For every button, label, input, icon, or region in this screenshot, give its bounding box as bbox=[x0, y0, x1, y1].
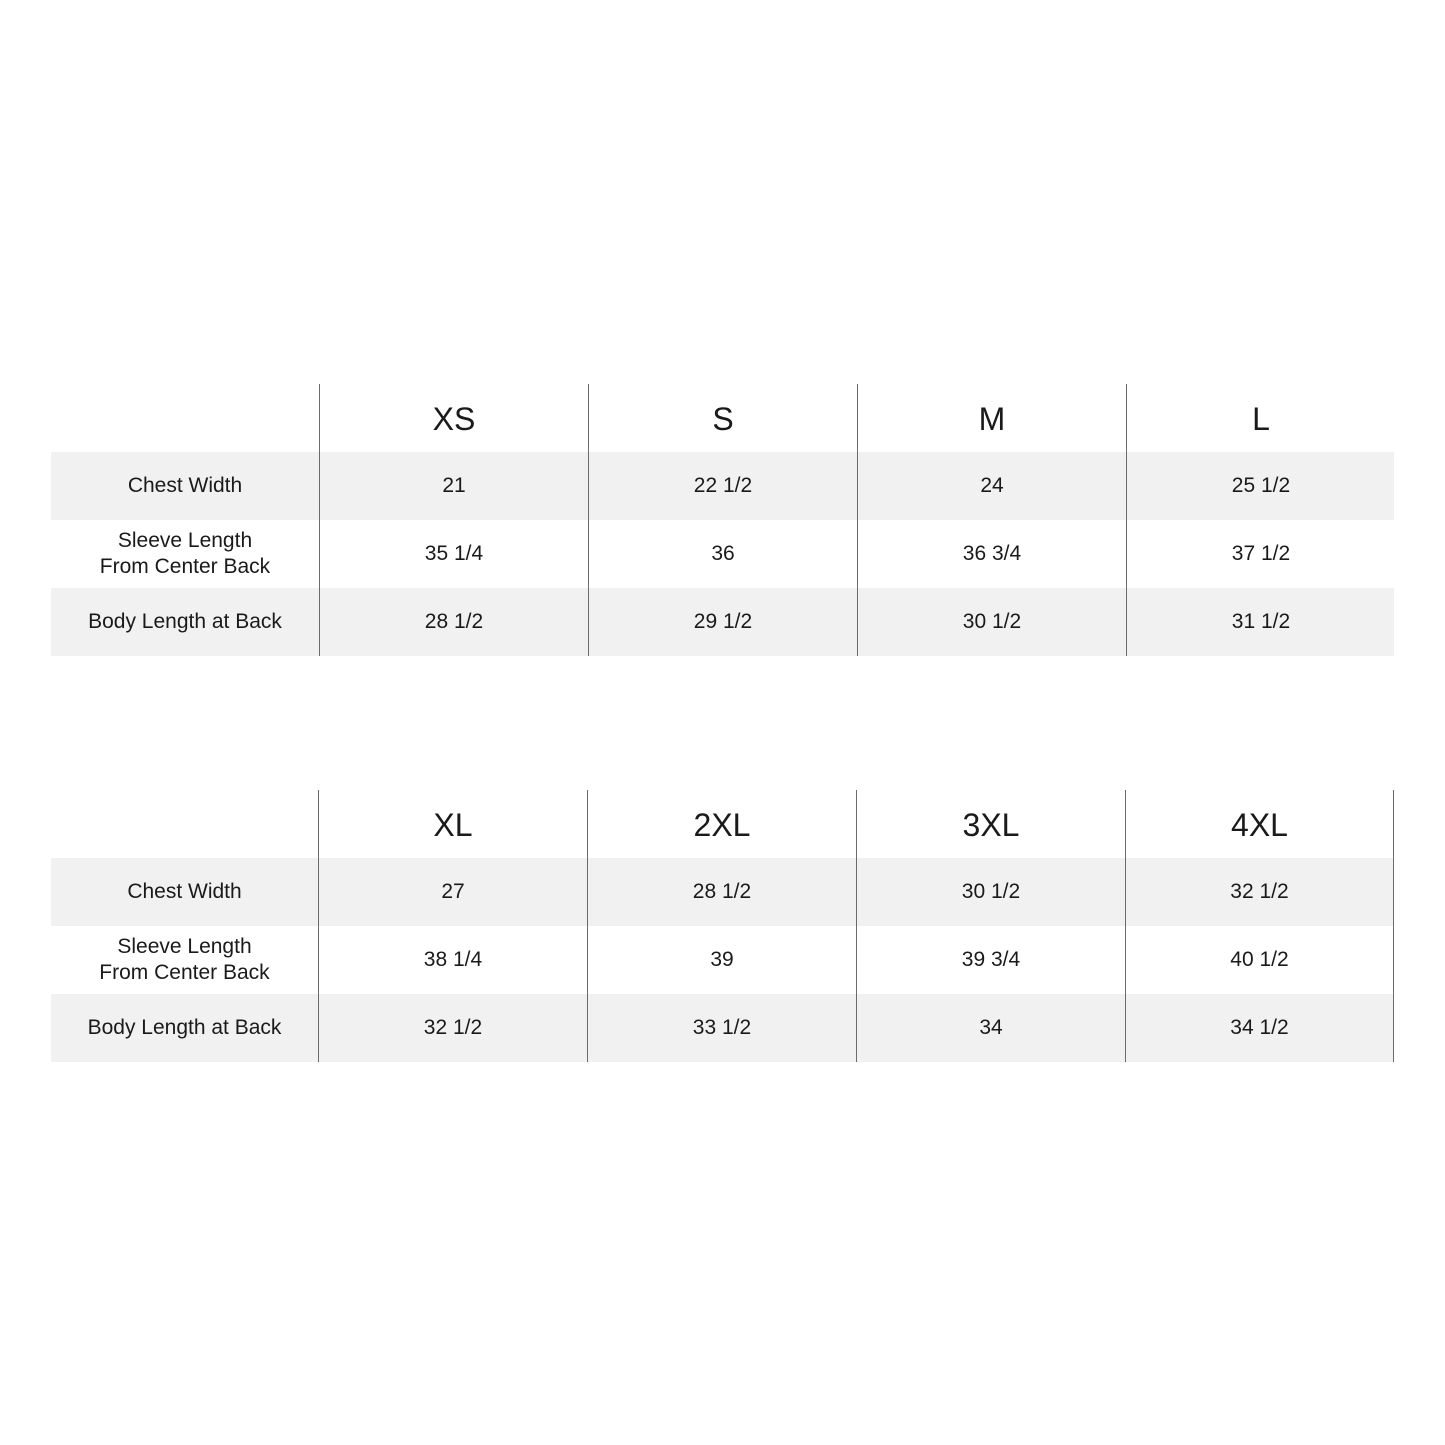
table-row-chest-width bbox=[51, 858, 1394, 926]
size-header-xl: XL bbox=[318, 790, 587, 858]
measurement-cell: 36 3/4 bbox=[857, 520, 1126, 588]
row-label: Sleeve Length From Center Back bbox=[99, 529, 271, 578]
size-header-4xl: 4XL bbox=[1125, 790, 1394, 858]
table-row-body-length bbox=[51, 994, 1394, 1062]
measurement-cell: 31 1/2 bbox=[1126, 588, 1395, 656]
measurement-cell: 34 1/2 bbox=[1125, 994, 1394, 1062]
measurement-cell: 38 1/4 bbox=[318, 926, 587, 994]
header-blank-cell bbox=[51, 790, 318, 858]
table-row-sleeve-length bbox=[51, 520, 1394, 588]
measurement-cell: 33 1/2 bbox=[587, 994, 856, 1062]
measurement-cell: 39 3/4 bbox=[856, 926, 1125, 994]
row-label: Chest Width bbox=[127, 474, 243, 497]
size-header-row bbox=[51, 790, 1394, 858]
measurement-cell: 22 1/2 bbox=[588, 452, 857, 520]
size-chart-table-2 bbox=[51, 790, 1394, 1062]
measurement-cell: 28 1/2 bbox=[319, 588, 588, 656]
size-header-m: M bbox=[857, 384, 1126, 452]
measurement-cell: 39 bbox=[587, 926, 856, 994]
table-row-chest-width bbox=[51, 452, 1394, 520]
row-label: Body Length at Back bbox=[87, 1016, 282, 1039]
measurement-cell: 27 bbox=[318, 858, 587, 926]
measurement-cell: 30 1/2 bbox=[856, 858, 1125, 926]
measurement-cell: 32 1/2 bbox=[318, 994, 587, 1062]
measurement-cell: 40 1/2 bbox=[1125, 926, 1394, 994]
measurement-cell: 25 1/2 bbox=[1126, 452, 1395, 520]
measurement-cell: 36 bbox=[588, 520, 857, 588]
row-label: Sleeve Length From Center Back bbox=[99, 935, 270, 984]
row-label: Body Length at Back bbox=[88, 610, 282, 633]
measurement-cell: 21 bbox=[319, 452, 588, 520]
measurement-cell: 28 1/2 bbox=[587, 858, 856, 926]
size-header-l: L bbox=[1126, 384, 1395, 452]
header-blank-cell bbox=[51, 384, 319, 452]
table-row-sleeve-length bbox=[51, 926, 1394, 994]
size-header-s: S bbox=[588, 384, 857, 452]
table-row-body-length bbox=[51, 588, 1394, 656]
size-chart-table-1 bbox=[51, 384, 1394, 656]
measurement-cell: 34 bbox=[856, 994, 1125, 1062]
size-header-xs: XS bbox=[319, 384, 588, 452]
measurement-cell: 37 1/2 bbox=[1126, 520, 1395, 588]
size-header-3xl: 3XL bbox=[856, 790, 1125, 858]
measurement-cell: 29 1/2 bbox=[588, 588, 857, 656]
measurement-cell: 32 1/2 bbox=[1125, 858, 1394, 926]
size-header-row bbox=[51, 384, 1394, 452]
measurement-cell: 30 1/2 bbox=[857, 588, 1126, 656]
row-label: Chest Width bbox=[127, 880, 242, 903]
measurement-cell: 35 1/4 bbox=[319, 520, 588, 588]
size-header-2xl: 2XL bbox=[587, 790, 856, 858]
measurement-cell: 24 bbox=[857, 452, 1126, 520]
